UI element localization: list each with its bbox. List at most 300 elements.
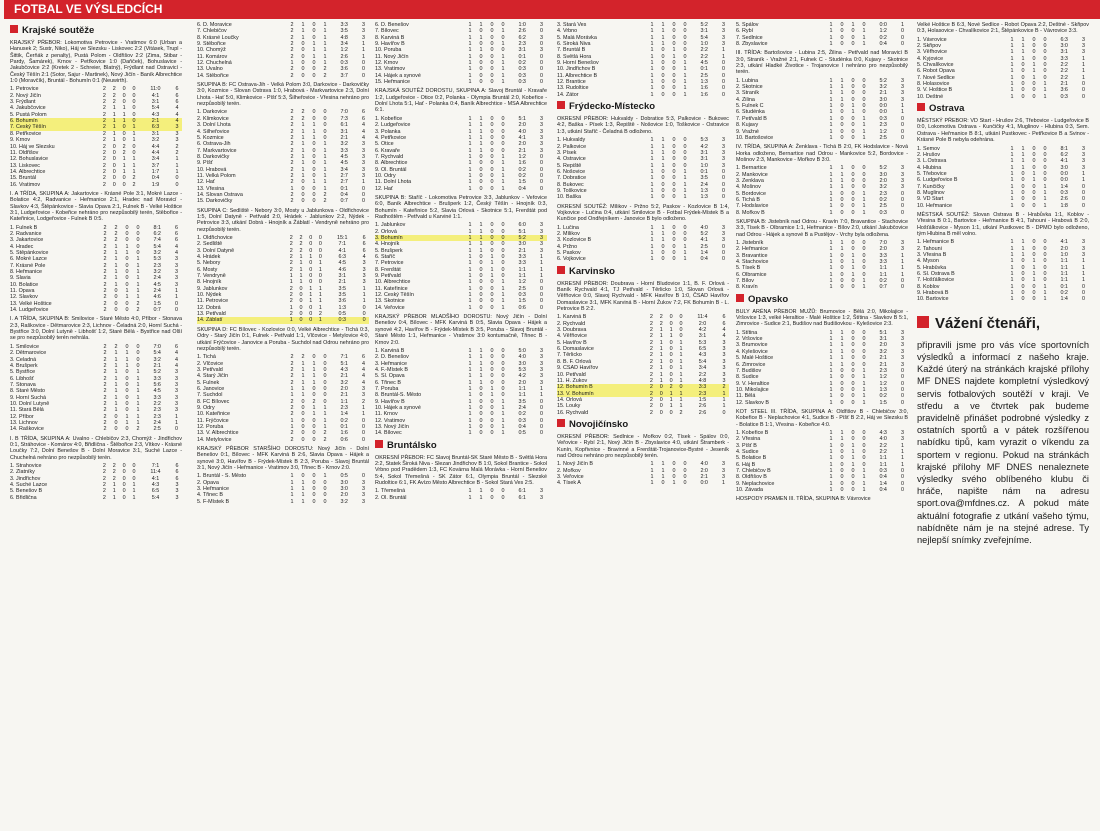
table-cell: 0 <box>539 60 543 67</box>
table-cell: 2 <box>290 47 294 54</box>
table-cell: 2:0 <box>518 379 526 386</box>
table-cell: 1 <box>683 91 687 98</box>
table-cell: 0:1 <box>700 168 708 175</box>
table-cell: 0 <box>851 209 855 216</box>
table-cell: 1 <box>650 143 654 150</box>
table-cell: 2 <box>102 475 106 482</box>
table-cell: 0 <box>129 118 139 124</box>
table-cell: 0 <box>323 360 327 367</box>
table-cell: 5:4 <box>698 358 707 365</box>
table-cell: 8:1 <box>153 224 161 231</box>
table-cell: 1 <box>1081 271 1085 278</box>
table-cell: 5:3 <box>698 339 707 346</box>
table-cell: 0 <box>661 243 665 250</box>
table-cell: 1 <box>840 336 844 343</box>
table-cell: 0 <box>900 367 904 374</box>
table-cell: 1 <box>309 254 313 261</box>
table-cell: 4 <box>174 356 178 363</box>
team-name: 6. Třinec B <box>375 379 401 386</box>
team-name: 7. Petřvald B <box>736 115 767 122</box>
table-cell: 0 <box>501 385 505 392</box>
table-cell: 0 <box>312 153 316 160</box>
table-cell: 1 <box>862 128 866 135</box>
team-name: 6. Ostrava-Jih <box>197 141 231 148</box>
table-cell: 1 <box>136 275 140 282</box>
table-cell: 2:0 <box>518 141 526 148</box>
table-cell: 1 <box>312 53 316 60</box>
table-cell: 2:0 <box>1060 245 1068 252</box>
table-cell: 0 <box>721 256 725 263</box>
table-cell: 0 <box>1021 183 1025 190</box>
table-cell: 1 <box>468 298 472 305</box>
table-cell: 1 <box>174 288 178 295</box>
table-cell: 0 <box>490 166 494 173</box>
table-cell: 0 <box>1043 264 1047 271</box>
table-cell: 3 <box>900 171 904 178</box>
table-cell: 0 <box>122 469 126 476</box>
table-cell: 6 <box>174 237 178 244</box>
table-cell: 0 <box>312 392 316 399</box>
team-name: 10. Odry <box>375 172 396 179</box>
table-cell: 1:2 <box>879 374 887 381</box>
table-cell: 1 <box>1010 296 1014 303</box>
table-cell: 1 <box>318 285 322 292</box>
table-cell: 1 <box>829 461 833 468</box>
table-cell: 1 <box>679 403 683 410</box>
table-cell: 0 <box>539 179 543 186</box>
table-cell: 1 <box>301 147 305 154</box>
table-cell: 2 <box>103 381 107 388</box>
table-cell: 3 <box>361 486 365 493</box>
table-cell: 0 <box>539 185 543 192</box>
table-cell: 3:0 <box>518 360 526 367</box>
table-cell: 1 <box>1081 258 1085 265</box>
table-cell: 2 <box>99 124 109 130</box>
table-cell: 0 <box>672 85 676 92</box>
table-cell: 0 <box>539 423 543 430</box>
table-cell: 2 <box>290 436 294 443</box>
team-name: 5. Bordovice <box>736 190 766 197</box>
table-cell: 4:0 <box>518 128 526 135</box>
table-cell: 3 <box>174 281 178 288</box>
table-cell: 1 <box>136 407 140 414</box>
table-cell: 0 <box>112 143 116 150</box>
table-cell: 0 <box>683 230 687 237</box>
table-cell: 1 <box>468 179 472 186</box>
team-name: 2. Palkovice <box>557 143 587 150</box>
table-cell: 1 <box>468 172 472 179</box>
table-cell: 0 <box>125 388 129 395</box>
table-cell: 1 <box>301 366 305 373</box>
table-cell: 0 <box>125 394 129 401</box>
table-cell: 1 <box>829 374 833 381</box>
table-cell: 2 <box>290 141 294 148</box>
table-cell: 0 <box>490 160 494 167</box>
team-name: 14. Bílovec <box>375 430 402 437</box>
table-cell: 0 <box>301 179 305 186</box>
table-cell: 0 <box>851 399 855 406</box>
table-cell: 0 <box>501 273 505 280</box>
table-cell: 1 <box>679 365 683 372</box>
table-cell: 2 <box>103 350 107 357</box>
table-cell: 0 <box>301 411 305 418</box>
table-cell: 1 <box>318 260 322 267</box>
table-cell: 1 <box>650 237 654 244</box>
table-cell: 0:2 <box>879 278 887 285</box>
table-cell: 1 <box>539 273 543 280</box>
standings-table <box>557 461 729 486</box>
table-cell: 0 <box>479 41 483 48</box>
table-cell: 2:4 <box>518 404 526 411</box>
team-name: 9. Ol. Bruntál <box>375 166 407 173</box>
table-cell: 1 <box>132 488 136 495</box>
team-name: 4. Pržno <box>557 243 578 250</box>
table-cell: 0:7 <box>879 284 887 291</box>
table-cell: 5:6 <box>153 381 161 388</box>
table-cell: 0 <box>299 285 303 292</box>
table-cell: 1 <box>1010 196 1014 203</box>
table-cell: 7:0 <box>153 343 161 350</box>
table-cell: 1 <box>661 28 665 35</box>
table-cell: 1:6 <box>340 430 348 437</box>
table-cell: 0 <box>125 256 129 263</box>
table-cell: 0:6 <box>518 304 526 311</box>
table-cell: 3 <box>174 269 178 276</box>
table-cell: 2:5 <box>879 134 887 141</box>
table-cell: 0 <box>122 99 126 106</box>
table-cell: 0 <box>501 366 505 373</box>
table-cell: 1 <box>829 429 833 436</box>
table-cell: 1 <box>900 252 904 259</box>
table-cell: 2:7 <box>340 172 348 179</box>
table-cell: 2:0 <box>879 246 887 253</box>
table-cell: 0 <box>312 385 316 392</box>
table-cell: 1 <box>1010 239 1014 246</box>
table-cell: 6 <box>361 109 365 116</box>
table-cell: 2:5 <box>700 243 708 250</box>
table-cell: 1 <box>479 141 483 148</box>
table-cell: 0 <box>1043 74 1047 81</box>
table-cell: 1 <box>479 241 483 248</box>
table-cell: 3 <box>539 247 543 254</box>
table-cell: 2:5 <box>153 426 161 433</box>
team-name: 6. Bohumín <box>10 118 99 124</box>
table-cell: 0 <box>539 411 543 418</box>
table-cell: 3 <box>361 160 365 167</box>
table-cell: 0 <box>1043 239 1047 246</box>
table-cell: 4 <box>174 362 178 369</box>
section-heading-text: Karvinsko <box>569 265 615 277</box>
table-cell: 1 <box>479 115 483 122</box>
table-cell: 0 <box>672 237 676 244</box>
table-cell: 1 <box>829 209 833 216</box>
table-cell: 0 <box>125 281 129 288</box>
table-cell: 0 <box>490 222 494 229</box>
table-cell: 0 <box>862 329 866 336</box>
table-cell: 0 <box>301 60 305 67</box>
table-cell: 1 <box>900 109 904 116</box>
table-cell: 0 <box>840 461 844 468</box>
table-cell: 1 <box>468 379 472 386</box>
table-cell: 0 <box>862 96 866 103</box>
table-cell: 1 <box>125 419 129 426</box>
table-cell: 2 <box>289 260 293 267</box>
team-name: 4. F.-Místek B <box>375 366 408 373</box>
table-cell: 1 <box>501 292 505 299</box>
table-cell: 2:1 <box>153 362 161 369</box>
table-cell: 0 <box>479 172 483 179</box>
table-cell: 0:0 <box>1060 170 1068 177</box>
table-cell: 6:2 <box>518 34 526 41</box>
table-cell: 0 <box>501 247 505 254</box>
table-cell: 1 <box>299 279 303 286</box>
table-cell: 0 <box>539 72 543 79</box>
team-name: 5. Řepiště <box>557 162 582 169</box>
table-cell: 3 <box>721 137 725 144</box>
table-cell: 1 <box>112 105 116 112</box>
team-name: 11. Bělá <box>736 393 756 400</box>
table-cell: 1 <box>318 292 322 299</box>
table-cell: 1 <box>136 281 140 288</box>
table-row <box>736 487 908 493</box>
table-cell: 2 <box>289 254 293 261</box>
table-cell: 1 <box>1032 62 1036 69</box>
table-cell: 2:1 <box>518 147 526 154</box>
table-cell: 1 <box>114 394 118 401</box>
team-name: 8. B. F. Orlová <box>557 358 592 365</box>
table-cell: 1:5 <box>879 399 887 406</box>
table-cell: 1:0 <box>700 41 708 48</box>
table-cell: 1 <box>468 266 472 273</box>
table-cell: 0 <box>900 386 904 393</box>
team-name: 3. Veřovice <box>557 473 584 480</box>
table-cell: 1 <box>290 392 294 399</box>
table-cell: 0 <box>318 254 322 261</box>
table-cell: 1 <box>323 60 327 67</box>
table-cell: 1:3 <box>700 194 708 201</box>
results-paragraph: Velké Hoštice B 6:3, Nové Sedlice - Robot Opava 2:2, Deštné - Skřipov 0:3, Holasovice - Chvalíkovice 2:1, Štěpánkovice B - Vávrovice 3:3. <box>917 22 1089 35</box>
team-name: 3. Písek <box>557 149 577 156</box>
table-cell: 0:2 <box>879 393 887 400</box>
table-cell: 1 <box>672 480 676 487</box>
team-name: 4. Suché Lazce <box>10 482 48 489</box>
table-cell: 0 <box>656 391 666 397</box>
table-cell: 3 <box>721 461 725 468</box>
table-cell: 2 <box>323 191 327 198</box>
table-cell: 0 <box>851 487 855 494</box>
team-name: 4. Hlubina <box>917 164 942 171</box>
team-name: 2. Rychvald <box>557 320 586 327</box>
table-cell: 1 <box>301 373 305 380</box>
table-cell: 0 <box>672 250 676 256</box>
results-paragraph: KRAJSKÁ SOUTĚŽ DOROSTU, SKUPINA A: Slavoj Bruntál - Kravaře 1:2, Ludgeřovice - Otice 0:2, Polanka - Olympia Bruntál 2:0, Kobeřice - Dolní Lhota 5:1, Hať - Polanka 0:4, Baník Albrechtice - MSA Albrechtice 6:1. <box>375 88 547 114</box>
team-name: 6. D. Moravice <box>197 22 232 28</box>
table-cell: 0 <box>672 60 676 67</box>
table-cell: 3 <box>539 134 543 141</box>
table-cell: 1 <box>650 72 654 79</box>
table-cell: 2 <box>290 379 294 386</box>
table-cell: 0 <box>112 175 116 182</box>
table-cell: 2:1 <box>879 361 887 368</box>
table-cell: 1 <box>1010 36 1014 43</box>
table-cell: 1:4 <box>1060 296 1068 303</box>
table-cell: 2 <box>290 147 294 154</box>
table-cell: 1 <box>122 168 126 175</box>
table-cell: 0:3 <box>518 72 526 79</box>
table-row <box>736 135 908 141</box>
table-cell: 1 <box>299 254 303 261</box>
table-cell: 0 <box>132 143 136 150</box>
team-name: 2. Radvanice <box>10 230 42 237</box>
red-square-icon <box>10 25 18 33</box>
table-cell: 0:3 <box>325 317 359 323</box>
table-cell: 2 <box>659 320 663 327</box>
table-cell: 3 <box>721 230 725 237</box>
table-cell: 2 <box>290 198 294 205</box>
table-cell: 1 <box>136 294 140 301</box>
table-cell: 0 <box>862 252 866 259</box>
team-name: 3. Petřvald <box>197 366 223 373</box>
table-row <box>10 182 182 188</box>
team-name: 4. Hrádek <box>197 254 221 261</box>
table-cell: 3 <box>900 184 904 191</box>
table-cell: 1 <box>290 486 294 493</box>
table-cell: 2 <box>103 394 107 401</box>
table-cell: 1 <box>862 399 866 406</box>
table-cell: 1 <box>312 134 316 141</box>
table-cell: 0 <box>862 271 866 278</box>
table-cell: 0:6 <box>340 436 348 443</box>
table-cell: 0 <box>490 185 494 192</box>
table-cell: 3 <box>1081 158 1085 165</box>
team-name: 13. Nový Jičín <box>375 423 409 430</box>
table-cell: 0 <box>683 473 687 480</box>
table-cell: 0 <box>851 386 855 393</box>
table-cell: 2 <box>289 247 293 254</box>
table-cell: 2 <box>289 241 293 248</box>
table-cell: 0 <box>539 66 543 73</box>
team-name: 8. Světlá Hora <box>557 53 592 60</box>
table-cell: 0 <box>125 275 129 282</box>
table-cell: 1:1 <box>340 398 348 405</box>
table-cell: 3 <box>721 22 725 28</box>
team-name: 8. Mořkov B <box>736 209 765 216</box>
table-cell: 0 <box>539 304 543 311</box>
table-cell: 0 <box>1021 271 1025 278</box>
table-cell: 0 <box>900 190 904 197</box>
table-cell: 3 <box>900 361 904 368</box>
team-name: 2. Dětmarovice <box>10 350 47 357</box>
table-cell: 0 <box>125 230 129 237</box>
table-cell: 1 <box>840 171 844 178</box>
table-cell: 2 <box>290 366 294 373</box>
table-cell: 1 <box>301 28 305 35</box>
table-cell: 4:1 <box>338 247 346 254</box>
table-cell: 0 <box>501 122 505 129</box>
table-cell: 1 <box>1081 68 1085 75</box>
table-cell: 0 <box>490 66 494 73</box>
table-cell: 0 <box>174 300 178 307</box>
table-cell: 2 <box>290 360 294 367</box>
table-cell: 0:2 <box>340 417 348 424</box>
table-cell: 0 <box>361 430 365 437</box>
table-cell: 1:1 <box>1060 277 1068 284</box>
team-name: 5. Benešov B <box>10 488 43 495</box>
table-cell: 4:3 <box>151 111 160 118</box>
results-paragraph: IV. TŘÍDA, SKUPINA A: Ženklava - Tichá B 2:0, FK Hodslavice - Nová Horka odloženo, Bernartice nad Odrou - Mankovice 5:2, Bordovice - Mošnov 2:3, Mankovice - Mořkov B 3:0. <box>736 144 908 163</box>
table-cell: 4:0 <box>879 436 887 443</box>
table-cell: 6:0 <box>518 222 526 229</box>
table-cell: 1 <box>900 271 904 278</box>
standings-table <box>375 222 547 311</box>
table-cell: 3 <box>539 222 543 229</box>
table-cell: 1 <box>468 41 472 48</box>
table-cell: 1 <box>840 177 844 184</box>
table-cell: 0 <box>676 384 686 390</box>
team-name: 8. Heřmanice <box>10 269 43 276</box>
table-cell: 3:3 <box>340 22 348 28</box>
table-cell: 6 <box>362 247 366 254</box>
table-cell: 4 <box>174 250 178 256</box>
table-cell: 3 <box>900 336 904 343</box>
table-cell: 1 <box>309 298 313 305</box>
table-cell: 1 <box>1021 158 1025 165</box>
table-cell: 0 <box>114 307 118 314</box>
table-cell: 0 <box>669 377 673 384</box>
table-cell: 1 <box>900 455 904 462</box>
table-cell: 3 <box>900 329 904 336</box>
red-square-icon <box>557 266 565 274</box>
table-cell: 1 <box>829 184 833 191</box>
team-name: 7. Sedlnice <box>736 34 763 41</box>
table-cell: 3 <box>539 228 543 235</box>
table-cell: 0:1 <box>1060 283 1068 290</box>
table-cell: 0 <box>840 386 844 393</box>
table-cell: 0 <box>125 343 129 350</box>
table-cell: 4 <box>361 128 365 135</box>
standings-table <box>10 225 182 314</box>
table-cell: 4:5 <box>340 153 348 160</box>
table-cell: 0 <box>479 66 483 73</box>
team-name: 4. Šilheřovice <box>197 128 230 135</box>
table-cell: 1 <box>659 333 663 340</box>
table-cell: 1 <box>650 53 654 60</box>
team-name: 1. Třemešná <box>375 488 406 495</box>
team-name: 12. Krnov <box>375 60 399 67</box>
table-cell: 1 <box>650 47 654 54</box>
table-cell: 1 <box>468 153 472 160</box>
table-cell: 1 <box>501 53 505 60</box>
team-name: 12. Dobrá <box>197 304 221 311</box>
table-cell: 2 <box>103 262 107 269</box>
table-cell: 2 <box>290 41 294 48</box>
table-cell: 1 <box>650 156 654 163</box>
table-cell: 2 <box>290 53 294 60</box>
table-cell: 3:3 <box>153 394 161 401</box>
table-cell: 0 <box>683 156 687 163</box>
table-cell: 2 <box>290 109 294 116</box>
team-name: 3. Ženklava <box>736 177 764 184</box>
table-cell: 0 <box>1081 290 1085 297</box>
table-cell: 0 <box>301 417 305 424</box>
table-cell: 0 <box>840 480 844 487</box>
table-cell: 0 <box>501 22 505 28</box>
table-cell: 1 <box>829 336 833 343</box>
table-cell: 1 <box>323 28 327 35</box>
table-cell: 0 <box>539 398 543 405</box>
table-cell: 1 <box>661 143 665 150</box>
table-cell: 0 <box>1021 264 1025 271</box>
